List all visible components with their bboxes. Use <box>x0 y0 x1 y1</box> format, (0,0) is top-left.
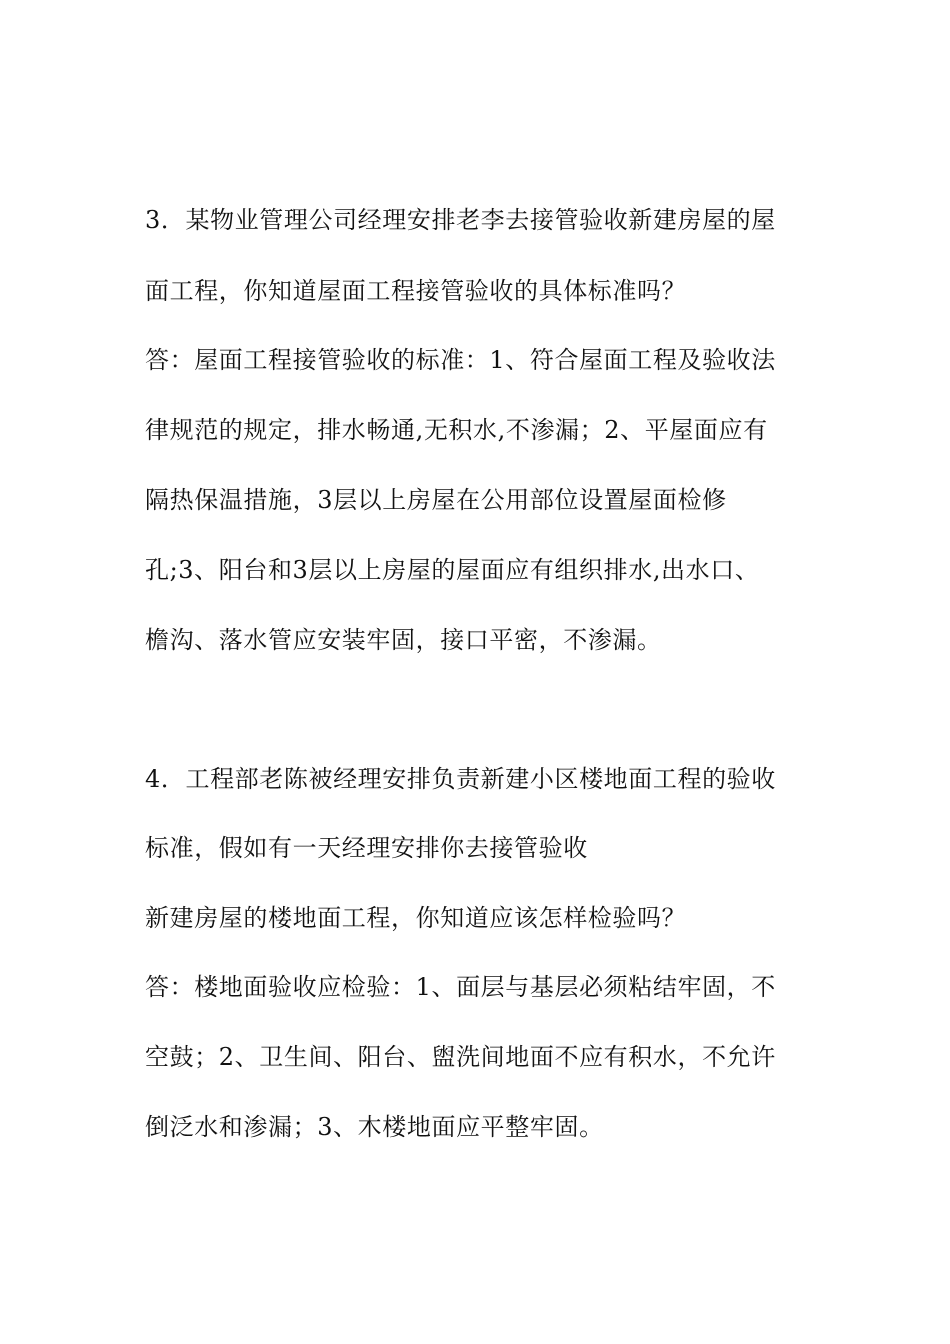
question-4-line-3: 新建房屋的楼地面工程，你知道应该怎样检验吗？ <box>145 904 687 932</box>
answer-3-line-1: 答：屋面工程接管验收的标准：1、符合屋面工程及验收法 <box>145 346 776 374</box>
question-4-line-1: 4．工程部老陈被经理安排负责新建小区楼地面工程的验收 <box>145 765 776 793</box>
answer-3-line-2: 律规范的规定，排水畅通,无积水,不渗漏；2、平屋面应有 <box>145 416 768 444</box>
question-3-line-2: 面工程，你知道屋面工程接管验收的具体标准吗？ <box>145 277 687 305</box>
answer-3-line-5: 檐沟、落水管应安装牢固，接口平密，不渗漏。 <box>145 626 662 654</box>
answer-3-line-3: 隔热保温措施，3层以上房屋在公用部位设置屋面检修 <box>145 486 727 514</box>
answer-3-line-4: 孔;3、阳台和3层以上房屋的屋面应有组织排水,出水口、 <box>145 556 760 584</box>
question-4-line-2: 标准，假如有一天经理安排你去接管验收 <box>145 834 588 862</box>
question-3-line-1: 3．某物业管理公司经理安排老李去接管验收新建房屋的屋 <box>145 206 776 234</box>
answer-4-line-2: 空鼓；2、卫生间、阳台、盥洗间地面不应有积水，不允许 <box>145 1043 776 1071</box>
answer-4-line-3: 倒泛水和渗漏；3、木楼地面应平整牢固。 <box>145 1113 604 1141</box>
answer-4-line-1: 答：楼地面验收应检验：1、面层与基层必须粘结牢固，不 <box>145 973 776 1001</box>
